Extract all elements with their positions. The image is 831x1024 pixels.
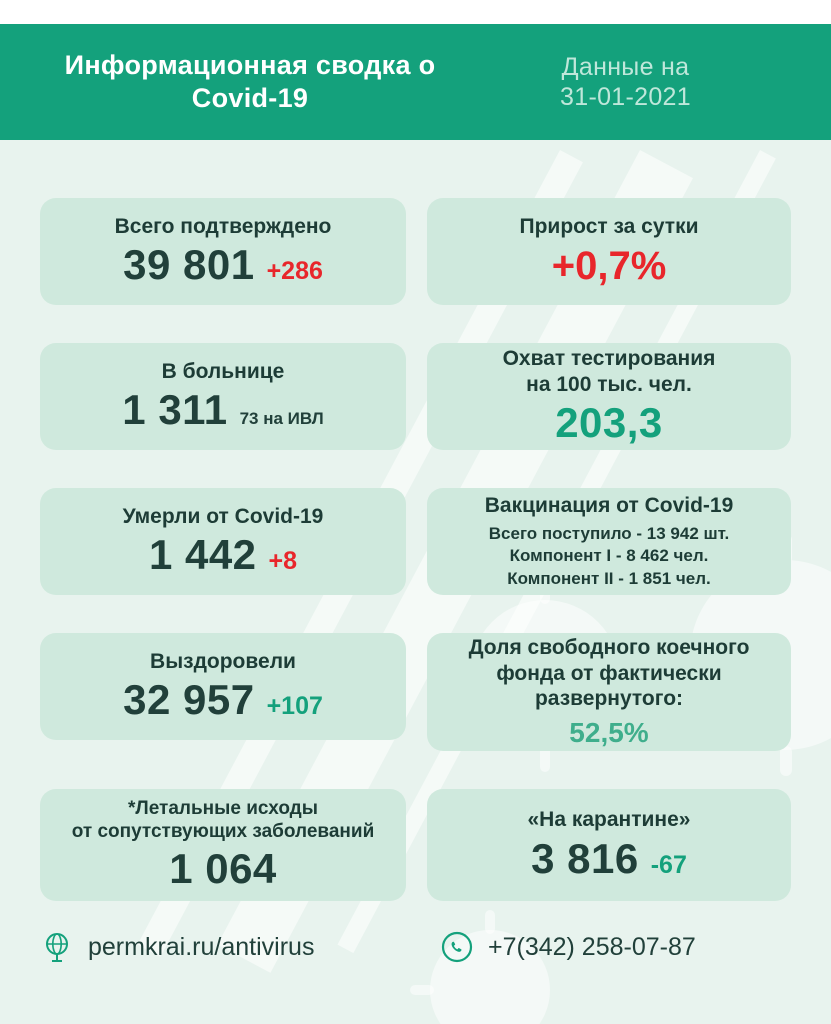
stats-row-4 xyxy=(40,633,791,751)
card-testing-coverage-label xyxy=(503,346,716,397)
card-in-hospital-value: 1 311 xyxy=(122,386,228,434)
card-deaths xyxy=(40,488,406,595)
card-vaccination-line-total: Всего поступило - 13 942 шт. xyxy=(488,523,730,543)
card-deaths-value: 1 442 xyxy=(148,531,257,579)
card-daily-growth-value: +0,7% xyxy=(551,243,667,288)
card-free-beds xyxy=(427,633,791,751)
poster-footer xyxy=(40,930,791,964)
report-date xyxy=(460,52,791,113)
card-recovered-delta: +107 xyxy=(266,692,323,721)
card-testing-coverage-label-line2: на 100 тыс. чел. xyxy=(526,372,692,396)
card-lethal-comorbid-label-line1: *Летальные исходы xyxy=(128,797,318,819)
card-quarantine xyxy=(427,789,791,901)
card-recovered xyxy=(40,633,406,740)
report-date-value: 31-01-2021 xyxy=(560,83,691,111)
card-in-hospital xyxy=(40,343,406,450)
footer-phone[interactable] xyxy=(440,930,696,964)
whatsapp-phone-icon xyxy=(440,930,474,964)
card-vaccination-details xyxy=(489,523,729,590)
stats-row-5 xyxy=(40,789,791,901)
stats-grid xyxy=(40,198,791,939)
footer-website-text: permkrai.ru/antivirus xyxy=(88,932,315,961)
card-total-confirmed-value: 39 801 xyxy=(123,241,255,289)
card-testing-coverage-label-line1: Охват тестирования xyxy=(502,346,716,370)
stats-row-3 xyxy=(40,488,791,595)
card-free-beds-label-line1: Доля свободного коечного xyxy=(468,636,750,660)
footer-phone-text: +7(342) 258-07-87 xyxy=(488,932,696,961)
card-in-hospital-note: 73 на ИВЛ xyxy=(239,409,324,429)
poster-header xyxy=(0,24,831,140)
card-free-beds-value: 52,5% xyxy=(569,716,649,748)
card-free-beds-label-line2: фонда от фактически xyxy=(496,661,722,685)
footer-website[interactable] xyxy=(40,930,440,964)
card-free-beds-label xyxy=(469,635,750,712)
card-vaccination-line-component-1: Компонент I - 8 462 чел. xyxy=(509,546,709,566)
card-lethal-comorbid-label xyxy=(72,797,375,843)
card-vaccination-line-component-2: Компонент II - 1 851 чел. xyxy=(507,568,711,588)
card-total-confirmed xyxy=(40,198,406,305)
card-recovered-label: Выздоровели xyxy=(150,649,296,673)
stats-row-1 xyxy=(40,198,791,305)
top-margin xyxy=(0,0,831,24)
card-total-confirmed-label: Всего подтверждено xyxy=(114,214,332,238)
card-quarantine-delta: -67 xyxy=(650,850,687,879)
card-recovered-value: 32 957 xyxy=(123,676,255,724)
card-deaths-label: Умерли от Covid-19 xyxy=(122,504,324,528)
card-lethal-comorbid xyxy=(40,789,406,901)
card-vaccination xyxy=(427,488,791,595)
page-title: Информационная сводка о Covid-19 xyxy=(64,50,436,113)
card-lethal-comorbid-label-line2: от сопутствующих заболеваний xyxy=(71,821,375,842)
card-testing-coverage xyxy=(427,343,791,450)
card-deaths-delta: +8 xyxy=(268,547,298,576)
card-total-confirmed-delta: +286 xyxy=(266,257,323,286)
card-vaccination-label: Вакцинация от Covid-19 xyxy=(484,493,734,517)
card-quarantine-value: 3 816 xyxy=(531,834,639,882)
card-daily-growth-label: Прирост за сутки xyxy=(519,215,699,239)
card-lethal-comorbid-value: 1 064 xyxy=(169,845,277,893)
report-date-label: Данные на xyxy=(561,52,690,81)
card-free-beds-label-line3: развернутого: xyxy=(534,687,684,711)
card-in-hospital-label: В больнице xyxy=(161,359,285,383)
card-testing-coverage-value: 203,3 xyxy=(555,399,663,447)
card-quarantine-label: «На карантине» xyxy=(527,808,691,832)
stats-row-2 xyxy=(40,343,791,450)
globe-icon xyxy=(40,930,74,964)
card-daily-growth xyxy=(427,198,791,305)
